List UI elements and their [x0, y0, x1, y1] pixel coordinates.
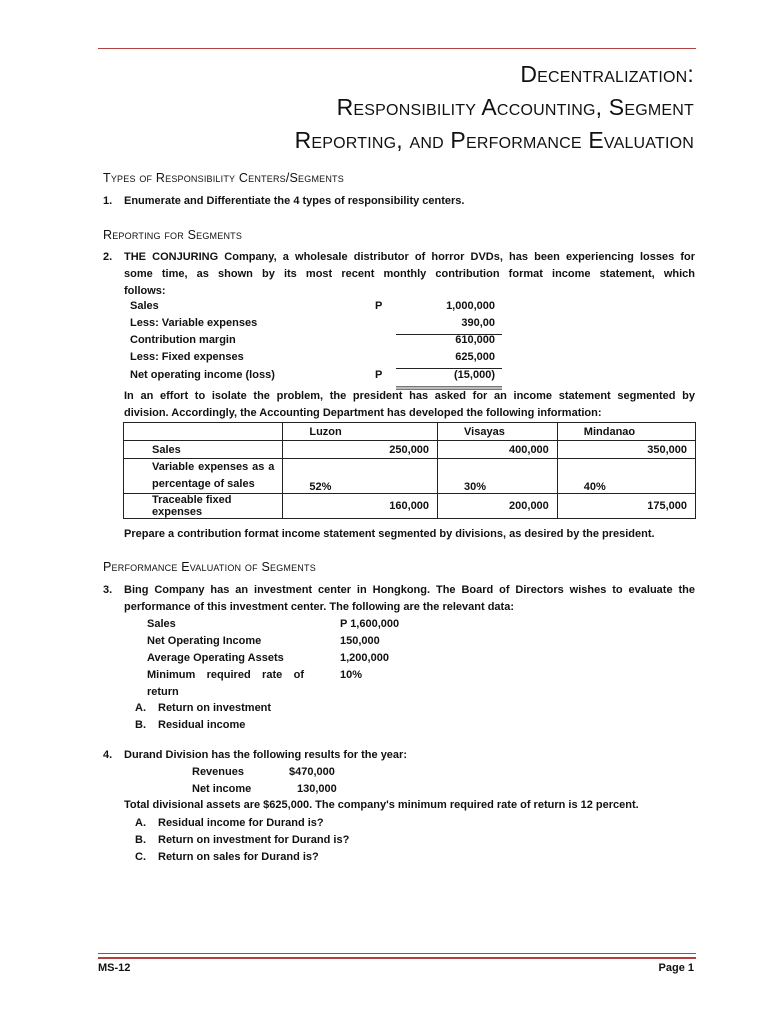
q3-data-label: Average Operating Assets: [147, 652, 284, 664]
table-header-luzon: Luzon: [283, 423, 438, 441]
section-heading-responsibility-centers: Types of Responsibility Centers/Segments: [103, 171, 344, 185]
table-cell-value: 160,000: [283, 494, 438, 519]
q4-item-text: Return on investment for Durand is?: [158, 834, 350, 846]
q4-item-letter: A.: [135, 817, 146, 829]
income-row-sales: [130, 300, 505, 317]
table-cell-value: 250,000: [283, 441, 438, 459]
segment-data-table: [123, 422, 696, 519]
question-2-number: 2.: [103, 251, 113, 263]
footer-rule-thick: [98, 957, 696, 959]
question-2-line-3: follows:: [124, 285, 166, 297]
table-cell-value: 400,000: [438, 441, 558, 459]
q4-data-value: 130,000: [297, 783, 337, 795]
prepare-instruction: Prepare a contribution format income statement segmented by divisions, as desired by the president.: [124, 528, 655, 540]
q4-item-letter: B.: [135, 834, 146, 846]
income-amount: 610,000: [455, 334, 495, 346]
q4-item-text: Return on sales for Durand is?: [158, 851, 319, 863]
effort-line-2: division. Accordingly, the Accounting Department has developed the following information:: [124, 407, 602, 419]
q4-data-label: Net income: [192, 783, 252, 795]
footer-page-number: Page 1: [658, 962, 694, 974]
table-cell-label: Traceable fixed expenses: [124, 494, 283, 519]
footer-rule-thin: [98, 953, 696, 954]
q3-item-letter: B.: [135, 719, 146, 731]
table-cell-value: 200,000: [438, 494, 558, 519]
table-header-visayas: Visayas: [438, 423, 558, 441]
table-cell-value: 175,000: [557, 494, 695, 519]
income-amount: (15,000): [454, 369, 495, 381]
q4-item-text: Residual income for Durand is?: [158, 817, 324, 829]
table-row-traceable-fixed: [124, 494, 696, 519]
table-cell-label: [124, 459, 283, 494]
q4-data-value: $470,000: [289, 766, 335, 778]
income-amount: 390,00: [461, 317, 495, 329]
income-row-variable-expenses: [130, 317, 505, 334]
title-line-3: Reporting, and Performance Evaluation: [294, 127, 694, 153]
effort-line-1: In an effort to isolate the problem, the president has asked for an income statement segmented by: [124, 390, 695, 402]
table-header-row: [124, 423, 696, 441]
section-heading-performance-evaluation: Performance Evaluation of Segments: [103, 560, 316, 574]
q3-item-text: Return on investment: [158, 702, 272, 714]
table-cell-label: Sales: [124, 441, 283, 459]
q3-data-label: Net Operating Income: [147, 635, 262, 647]
question-4-number: 4.: [103, 749, 113, 761]
q3-data-value: 150,000: [340, 635, 380, 647]
question-3-line-2: performance of this investment center. The following are the relevant data:: [124, 601, 514, 613]
income-label: Contribution margin: [130, 334, 236, 346]
variable-label-line-1: Variable expenses as a: [152, 461, 275, 473]
section-heading-reporting-segments: Reporting for Segments: [103, 228, 243, 242]
q3-data-label: Minimum required rate of: [147, 669, 304, 681]
q3-item-text: Residual income: [158, 719, 246, 731]
income-currency: P: [375, 369, 383, 381]
income-label: Net operating income (loss): [130, 369, 275, 381]
question-2-line-1: THE CONJURING Company, a wholesale distributor of horror DVDs, has been experiencing losses for: [124, 251, 695, 263]
q4-total-assets: Total divisional assets are $625,000. The company's minimum required rate of return is 12 percent.: [124, 799, 639, 811]
q3-data-label: Sales: [147, 618, 176, 630]
income-label: Less: Fixed expenses: [130, 351, 244, 363]
income-currency: P: [375, 300, 383, 312]
q3-item-letter: A.: [135, 702, 146, 714]
footer-course-code: MS-12: [98, 962, 131, 974]
question-3-line-1: Bing Company has an investment center in Hongkong. The Board of Directors wishes to evaluate the: [124, 584, 695, 596]
income-amount: 625,000: [455, 351, 495, 363]
table-cell-value: 40%: [557, 459, 695, 494]
table-cell-value: 350,000: [557, 441, 695, 459]
question-1-text: Enumerate and Differentiate the 4 types of responsibility centers.: [124, 195, 465, 207]
income-label: Sales: [130, 300, 159, 312]
table-cell-value: 52%: [283, 459, 438, 494]
income-amount: 1,000,000: [446, 300, 495, 312]
q3-data-value: 10%: [340, 669, 363, 681]
income-row-fixed-expenses: [130, 351, 505, 368]
variable-label-line-2: percentage of sales: [152, 478, 255, 490]
q3-data-value: 1,200,000: [340, 652, 389, 664]
income-row-net-operating-income: [130, 369, 505, 386]
q3-data-value: P 1,600,000: [340, 618, 400, 630]
q4-item-letter: C.: [135, 851, 146, 863]
q4-data-label: Revenues: [192, 766, 244, 778]
income-label: Less: Variable expenses: [130, 317, 258, 329]
title-line-2: Responsibility Accounting, Segment: [336, 94, 694, 120]
q3-data-label: return: [147, 686, 179, 698]
income-row-contribution-margin: [130, 334, 505, 351]
table-row-variable-expenses: [124, 459, 696, 494]
question-4-text: Durand Division has the following results for the year:: [124, 749, 407, 761]
table-cell-value: 30%: [438, 459, 558, 494]
table-header-mindanao: Mindanao: [557, 423, 695, 441]
header-rule: [98, 48, 696, 49]
title-line-1: Decentralization:: [520, 61, 694, 87]
question-2-line-2: some time, as shown by its most recent monthly contribution format income statement, which: [124, 268, 695, 280]
question-3-number: 3.: [103, 584, 113, 596]
table-header-cell: [124, 423, 283, 441]
question-1-number: 1.: [103, 195, 113, 207]
page-title: [295, 58, 694, 157]
table-row-sales: [124, 441, 696, 459]
